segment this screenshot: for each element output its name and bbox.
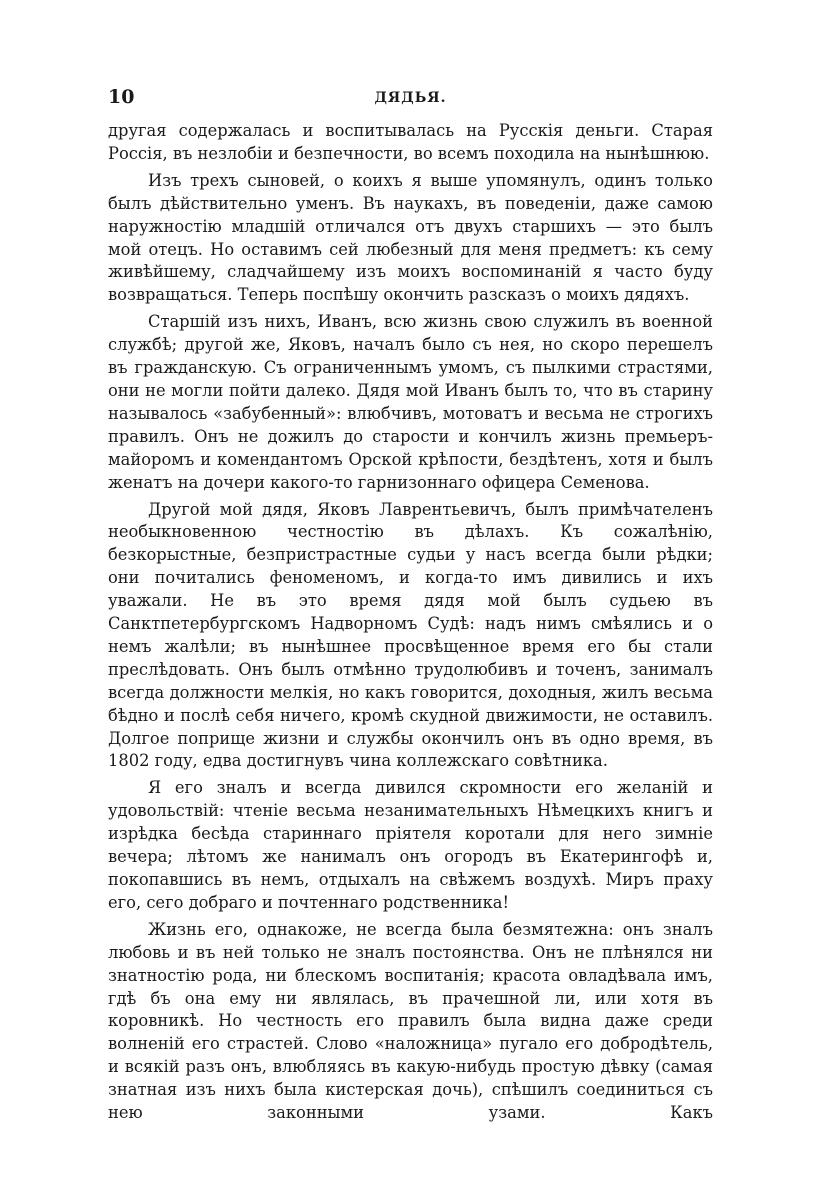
paragraph: Изъ трехъ сыновей, о коихъ я выше упомянулъ, одинъ только былъ дѣйствительно уменъ. Въ наукахъ, въ поведеніи, даже самою наружностію младшій отличался отъ двухъ старшихъ — это былъ мой отецъ. Но оставимъ сей любезный для меня предметъ: къ сему живѣйшему, сладчайшему изъ моихъ воспоминаній я часто буду возвращаться. Теперь поспѣшу окончить разсказъ о моихъ дядяхъ. (108, 170, 713, 305)
page-header (108, 86, 713, 120)
paragraph: Я его зналъ и всегда дивился скромности его желаній и удовольствій: чтеніе весьма незанимательныхъ Нѣмецкихъ книгъ и изрѣдка бесѣда стариннаго пріятеля коротали для него зимніе вечера; лѣтомъ же нанималъ онъ огородъ въ Екатерингофѣ и, покопавшись въ немъ, отдыхалъ на свѣжемъ воздухѣ. Миръ праху его, сего добраго и почтеннаго родственника! (108, 778, 713, 912)
paragraph: Другой мой дядя, Яковъ Лаврентьевичъ, былъ примѣчателенъ необыкновенною честностію въ дѣлахъ. Къ сожалѣнію, безкорыстные, безпристрастные судьи у насъ всегда были рѣдки; они почитались феноменомъ, и когда-то имъ дивились и ихъ уважали. Не въ это время дядя мой былъ судьею въ Санктпетербургскомъ Надворномъ Судѣ: надъ нимъ смѣялись и о немъ жалѣли; въ нынѣшнее просвѣщенное время его бы стали преслѣдовать. Онъ былъ отмѣнно трудолюбивъ и точенъ, занималъ всегда должности мелкія, но какъ говорится, доходныя, жилъ весьма бѣдно и послѣ себя ничего, кромѣ скудной движимости, не оставилъ. Долгое поприще жизни и службы окончилъ онъ въ одно время, въ 1802 году, едва достигнувъ чина коллежскаго совѣтника. (108, 499, 713, 771)
paragraph: Старшій изъ нихъ, Иванъ, всю жизнь свою служилъ въ военной службѣ; другой же, Яковъ, началъ было съ нея, но скоро перешелъ въ гражданскую. Съ ограниченнымъ умомъ, съ пылкими страстями, они не могли пойти далеко. Дядя мой Иванъ былъ то, что въ старину называлось «забубенный»: влюбчивъ, мотоватъ и весьма не строгихъ правилъ. Онъ не дожилъ до старости и кончилъ жизнь премьеръ-майоромъ и комендантомъ Орской крѣпости, бездѣтенъ, хотя и былъ женатъ на дочери какого-то гарнизоннаго офицера Семенова. (108, 312, 713, 492)
paragraph: Жизнь его, однакоже, не всегда была безмятежна: онъ зналъ любовь и въ ней только не зналъ постоянства. Онъ не плѣнялся ни знатностію рода, ни блескомъ воспитанія; красота овладѣвала имъ, гдѣ бъ она ему ни являлась, въ прачешной ли, или хотя въ коровникѣ. Но честность его правилъ была видна даже среди волненій его страстей. Слово «наложница» пугало его добродѣтель, и всякій разъ онъ, влюбляясь въ какую-нибудь простую дѣвку (самая знатная изъ нихъ была кистерская дочь), спѣшилъ соединиться съ нею законными узами. Какъ (108, 919, 713, 1123)
body-text (108, 120, 713, 1125)
book-page (108, 86, 713, 1125)
running-title: ДЯДЬЯ. (374, 90, 447, 106)
paragraph: другая содержалась и воспитывалась на Русскія деньги. Старая Россія, въ незлобіи и безпечности, во всемъ походила на нынѣшнюю. (108, 121, 713, 163)
page-number: 10 (108, 86, 135, 108)
